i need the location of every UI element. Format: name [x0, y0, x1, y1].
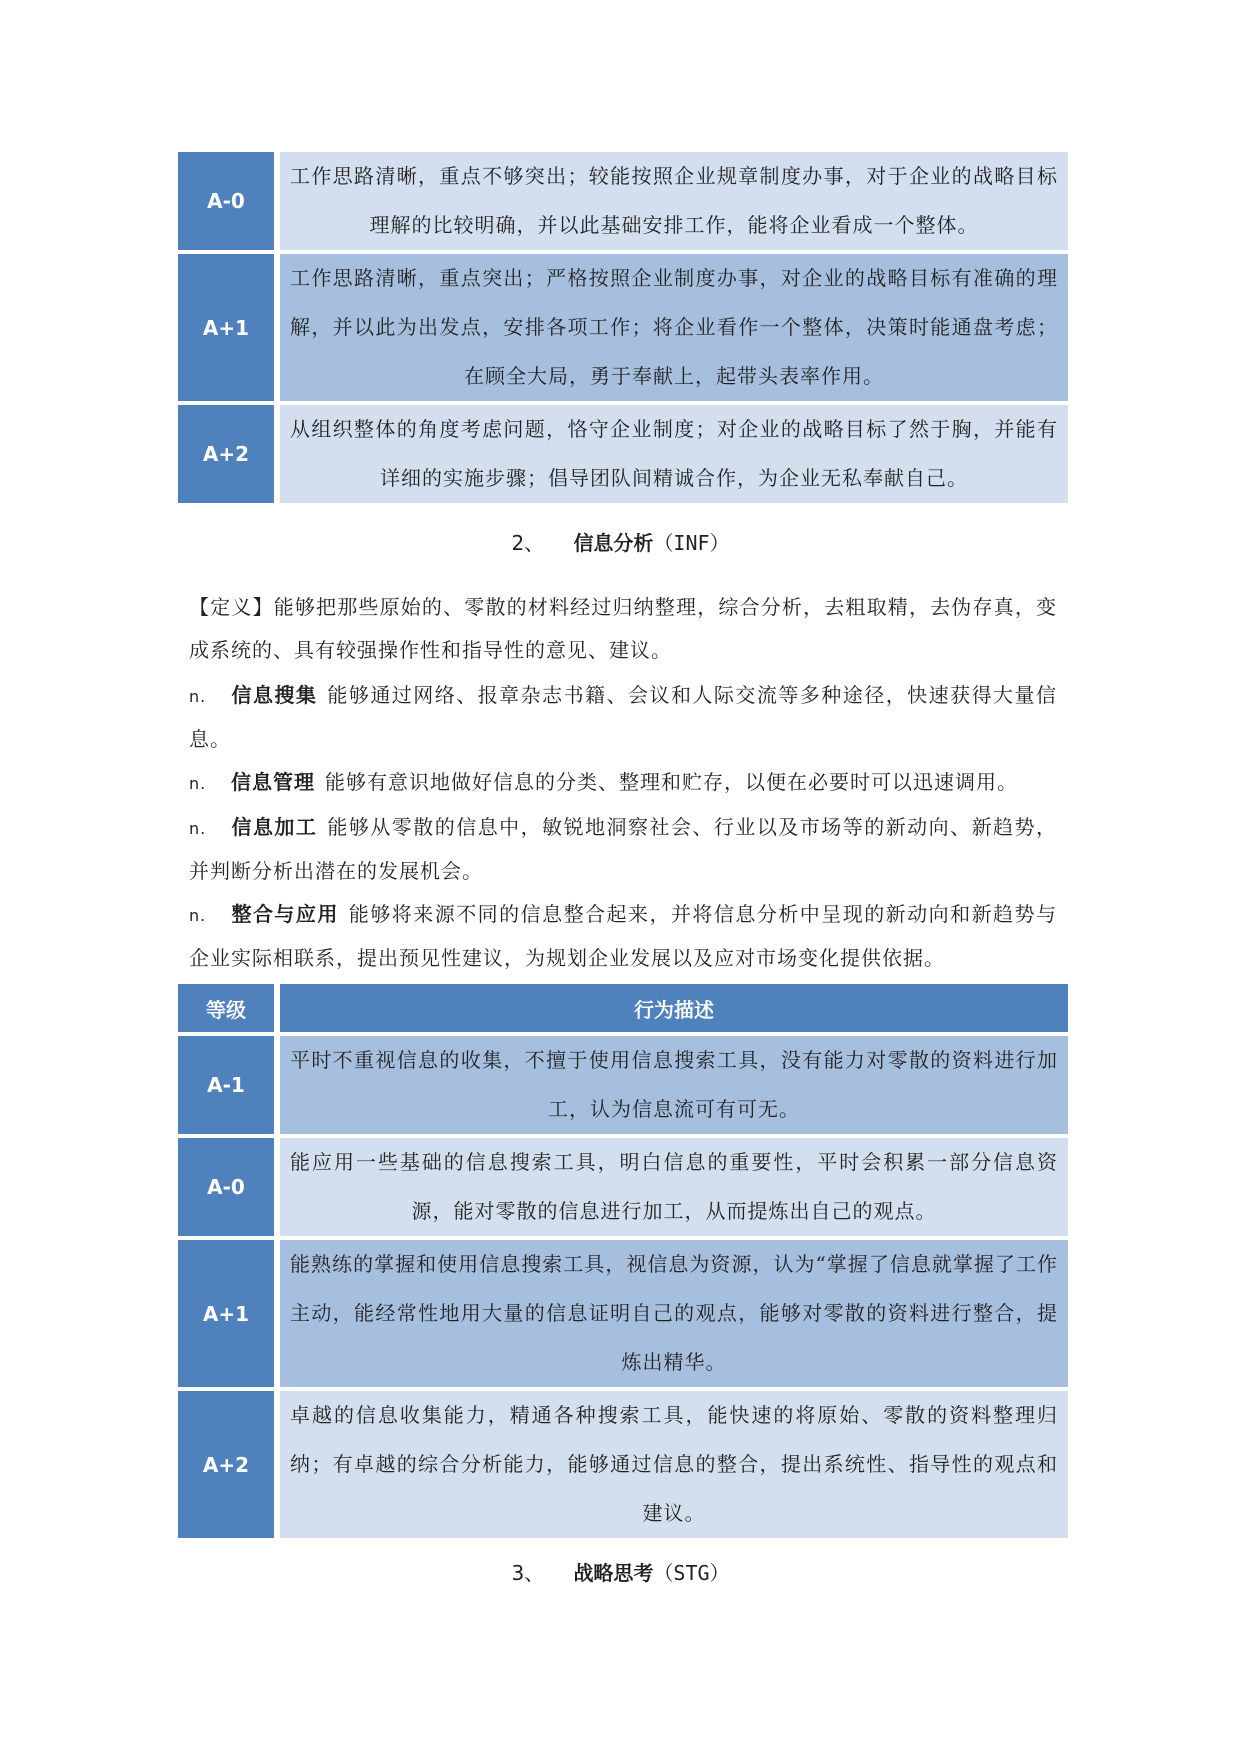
bullet-item-info-management	[189, 761, 1057, 805]
section-number: 3、	[511, 1561, 545, 1585]
grade-level: A-0	[178, 152, 280, 250]
section-code: （INF）	[653, 531, 730, 555]
section-code: （STG）	[653, 1561, 730, 1585]
table-header-row	[178, 984, 1068, 1032]
table-row	[178, 1391, 1068, 1538]
table-row	[178, 152, 1068, 250]
behavior-description: 能应用一些基础的信息搜索工具，明白信息的重要性，平时会积累一部分信息资源，能对零散的信息进行加工，从而提炼出自己的观点。	[280, 1138, 1068, 1236]
grade-level: A-1	[178, 1036, 280, 1134]
grade-level: A+1	[178, 1240, 280, 1387]
bullet-term: 信息搜集	[231, 683, 318, 707]
behavior-description: 平时不重视信息的收集，不擅于使用信息搜索工具，没有能力对零散的资料进行加工，认为信息流可有可无。	[280, 1036, 1068, 1134]
table-row	[178, 405, 1068, 503]
column-header-description: 行为描述	[280, 984, 1068, 1032]
bullet-marker: n.	[189, 906, 207, 925]
grade-level: A-0	[178, 1138, 280, 1236]
column-header-level: 等级	[178, 984, 280, 1032]
behavior-description: 能熟练的掌握和使用信息搜索工具，视信息为资源，认为“掌握了信息就掌握了工作主动，能经常性地用大量的信息证明自己的观点，能够对零散的资料进行整合，提炼出精华。	[280, 1240, 1068, 1387]
bullet-marker: n.	[189, 819, 207, 838]
table-row	[178, 1036, 1068, 1134]
bullet-term: 信息管理	[231, 770, 315, 794]
bullet-text: 能够将来源不同的信息整合起来，并将信息分析中呈现的新动向和新趋势与企业实际相联系，提出预见性建议，为规划企业发展以及应对市场变化提供依据。	[189, 902, 1058, 970]
behavior-description: 工作思路清晰，重点不够突出；较能按照企业规章制度办事，对于企业的战略目标理解的比较明确，并以此基础安排工作，能将企业看成一个整体。	[280, 152, 1068, 250]
bullet-term: 整合与应用	[231, 902, 339, 926]
table-row	[178, 254, 1068, 401]
definition-paragraph: 【定义】能够把那些原始的、零散的材料经过归纳整理，综合分析，去粗取精，去伪存真，变成系统的、具有较强操作性和指导性的意见、建议。	[189, 595, 1057, 662]
section-heading-stg	[0, 1557, 1241, 1586]
competency-table-inf	[178, 980, 1068, 1542]
section-title: 信息分析	[573, 531, 654, 555]
bullet-item-info-collection	[189, 674, 1057, 761]
table-row	[178, 1240, 1068, 1387]
bullet-text: 能够从零散的信息中，敏锐地洞察社会、行业以及市场等的新动向、新趋势，并判断分析出潜在的发展机会。	[189, 815, 1058, 883]
bullet-marker: n.	[189, 774, 207, 793]
section-number: 2、	[511, 531, 545, 555]
grade-level: A+1	[178, 254, 280, 401]
behavior-description: 卓越的信息收集能力，精通各种搜索工具，能快速的将原始、零散的资料整理归纳；有卓越的综合分析能力，能够通过信息的整合，提出系统性、指导性的观点和建议。	[280, 1391, 1068, 1538]
grade-level: A+2	[178, 405, 280, 503]
bullet-marker: n.	[189, 687, 207, 706]
section-title: 战略思考	[573, 1561, 654, 1585]
section-heading-inf	[0, 527, 1241, 556]
bullet-term: 信息加工	[231, 815, 318, 839]
bullet-text: 能够通过网络、报章杂志书籍、会议和人际交流等多种途径，快速获得大量信息。	[189, 683, 1058, 751]
bullet-item-info-processing	[189, 806, 1057, 893]
table-row	[178, 1138, 1068, 1236]
competency-table-continued	[178, 148, 1068, 507]
grade-level: A+2	[178, 1391, 280, 1538]
bullet-text: 能够有意识地做好信息的分类、整理和贮存，以便在必要时可以迅速调用。	[325, 770, 1018, 794]
behavior-description: 工作思路清晰，重点突出；严格按照企业制度办事，对企业的战略目标有准确的理解，并以此为出发点，安排各项工作；将企业看作一个整体，决策时能通盘考虑；在顾全大局，勇于奉献上，起带头表率作用。	[280, 254, 1068, 401]
bullet-item-integration	[189, 893, 1057, 980]
behavior-description: 从组织整体的角度考虑问题，恪守企业制度；对企业的战略目标了然于胸，并能有详细的实施步骤；倡导团队间精诚合作，为企业无私奉献自己。	[280, 405, 1068, 503]
